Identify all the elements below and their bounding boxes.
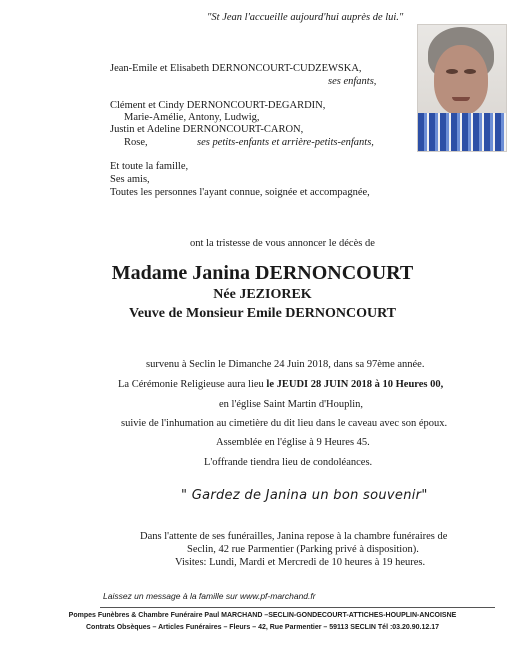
photo-mouth xyxy=(452,97,470,101)
ceremony-date: le JEUDI 28 JUIN 2018 à 10 Heures 00, xyxy=(263,379,444,390)
family-line-4: Justin et Adeline DERNONCOURT-CARON, xyxy=(110,124,304,135)
deceased-maiden-name: Née JEZIOREK xyxy=(213,287,312,302)
assembly-time: Assemblée en l'église à 9 Heures 45. xyxy=(216,437,370,448)
family-line-5: Rose, xyxy=(124,137,148,148)
header-quote: "St Jean l'accueille aujourd'hui auprès de lui." xyxy=(207,12,404,23)
photo-eye-right xyxy=(464,69,476,74)
ceremony-line xyxy=(118,379,443,390)
deceased-widow-of: Veuve de Monsieur Emile DERNONCOURT xyxy=(128,306,397,321)
burial-details: suivie de l'inhumation au cimetière du dit lieu dans le caveau avec son époux. xyxy=(121,418,448,429)
footer-contact: Contrats Obsèques – Articles Funéraires – Fleurs – 42, Rue Parmentier – 59113 SECLIN Tél :03.20.90.12.17 xyxy=(85,624,440,631)
funeral-home-visits: Visites: Lundi, Mardi et Mercredi de 10 heures à 19 heures. xyxy=(175,557,426,568)
announcement-text: ont la tristesse de vous annoncer le décès de xyxy=(190,238,375,249)
family-line-7: Ses amis, xyxy=(110,174,150,185)
footer-company: Pompes Funèbres & Chambre Funéraire Paul MARCHAND –SECLIN-GONDECOURT-ATTICHES-HOUPLIN-ANCOISNE xyxy=(68,612,457,619)
family-line-1: Jean-Emile et Elisabeth DERNONCOURT-CUDZEWSKA, xyxy=(110,63,362,74)
death-details: survenu à Seclin le Dimanche 24 Juin 2018, dans sa 97ème année. xyxy=(146,359,425,370)
leave-message-link[interactable]: Laissez un message à la famille sur www.pf-marchand.fr xyxy=(103,591,316,601)
family-role-grandchildren: ses petits-enfants et arrière-petits-enfants, xyxy=(197,137,374,148)
footer-divider xyxy=(100,607,495,608)
family-line-2: Clément et Cindy DERNONCOURT-DEGARDIN, xyxy=(110,100,326,111)
photo-face xyxy=(434,45,488,115)
family-line-3: Marie-Amélie, Antony, Ludwig, xyxy=(124,112,260,123)
family-role-children: ses enfants, xyxy=(328,76,377,87)
ceremony-prefix: La Cérémonie Religieuse aura lieu xyxy=(118,379,264,390)
photo-shirt xyxy=(418,113,506,152)
church-location: en l'église Saint Martin d'Houplin, xyxy=(219,399,364,410)
funeral-home-line-1: Dans l'attente de ses funérailles, Janina repose à la chambre funéraires de xyxy=(140,531,448,542)
family-line-6: Et toute la famille, xyxy=(110,161,189,172)
photo-eye-left xyxy=(446,69,458,74)
deceased-name: Madame Janina DERNONCOURT xyxy=(111,262,414,284)
family-line-8: Toutes les personnes l'ayant connue, soignée et accompagnée, xyxy=(110,187,370,198)
memory-quote: " Gardez de Janina un bon souvenir" xyxy=(181,488,428,503)
offering-note: L'offrande tiendra lieu de condoléances. xyxy=(204,457,373,468)
portrait-photo xyxy=(417,24,507,152)
funeral-home-line-2: Seclin, 42 rue Parmentier (Parking privé à disposition). xyxy=(187,544,419,555)
